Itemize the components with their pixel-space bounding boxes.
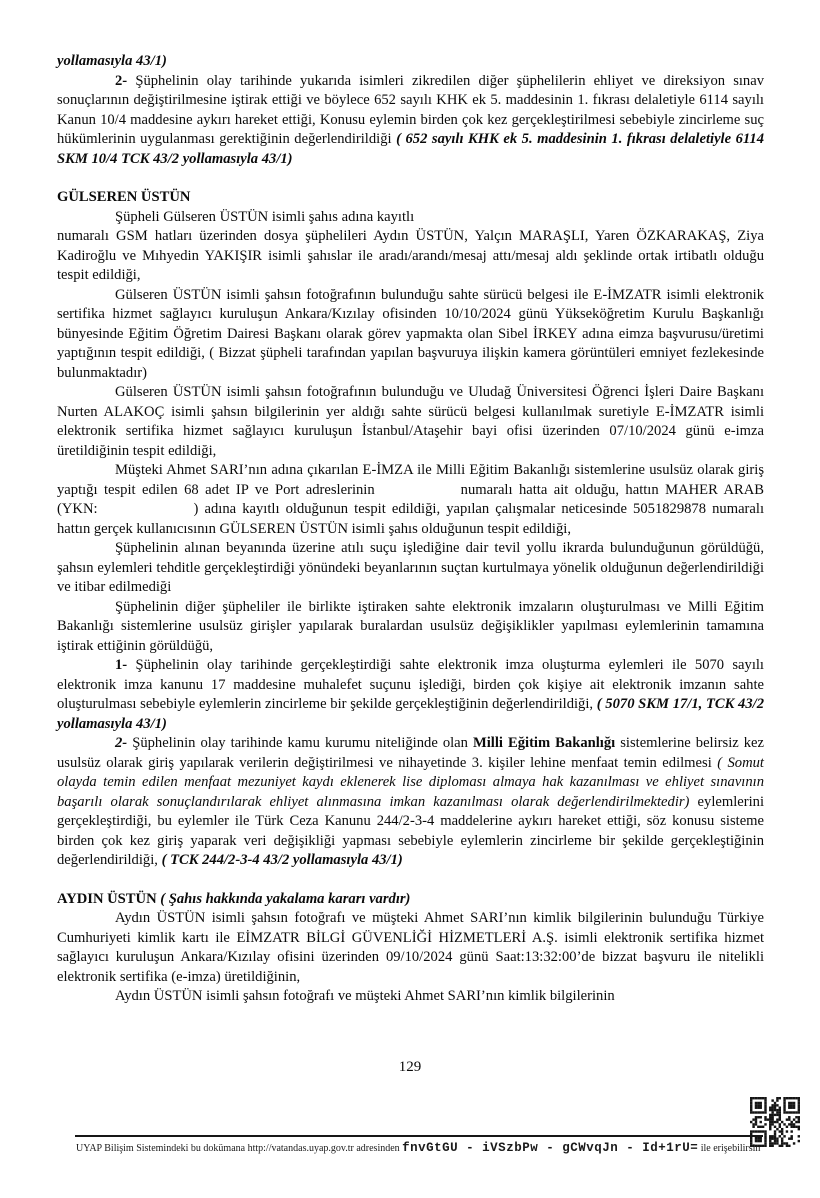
paragraph-aydin-last-line — [57, 987, 764, 1007]
body-text: Şüphelinin olay tarihinde yukarıda isimleri zikredilen diğer şüphelilerin ehliyet ve direksiyon sınav sonuçlarının değiştirilmesine iştirak ettiği ve böylece 652 sayılı KHK ek 5. maddesinin 1. fıkrası delaletiyle 6114 sayılı Kanun 10/4 maddesine aykırı hareket ettiği, Konusu eylemin birden çok kez gerçekleştirilmesi sebebiyle zincirleme suç hükümlerinin uygulanması gerektiğinin değerlendirildiği — [57, 72, 764, 147]
body-text: numaralı GSM hatları üzerinden dosya şüphelileri Aydın ÜSTÜN, Yalçın MARAŞLI, Yaren ÖZKARAKAŞ, Ziya Kadiroğlu ve Mıhyedin YAKIŞIR isimli şahıslar ile aradı/arandı/mesaj attı/mesaj aldı şeklinde ortak irtibatlı olduğu tespit edildiği, — [57, 228, 764, 283]
body-text: Şüphelinin alınan beyanında üzerine atılı suçu işlediğine dair tevil yollu ikrarda bulunduğunun görüldüğü, şahsın eylemleri tehditle gerçekleştirdiği yönündeki beyanlarının suçtan kurtulmaya yönelik olduğunun değerlendirildiği ve itibar edilmediği — [57, 540, 764, 595]
paragraph-aydin-eimzatr — [57, 909, 764, 987]
page-number: 129 — [398, 1059, 422, 1075]
body-text: Şüpheli Gülseren ÜSTÜN isimli şahıs adına kayıtlı — [115, 208, 415, 225]
paragraph-beyan-tevil — [57, 539, 764, 598]
bold-italic-text: yollamasıyla 43/1) — [57, 53, 167, 69]
paragraph-yollamasiyla-tail — [57, 52, 764, 72]
item-number: 1- — [115, 657, 128, 673]
body-text: Müşteki Ahmet SARI’nın adına çıkarılan E-İMZA ile Milli Eğitim Bakanlığı sistemlerine usulsüz olarak giriş yaptığı tespit edilen 68 adet IP ve Port adreslerinin — [57, 462, 764, 498]
footer-divider — [75, 1135, 763, 1137]
paragraph-istirak — [57, 598, 764, 657]
body-text: Aydın ÜSTÜN isimli şahsın fotoğrafı ve müşteki Ahmet SARI’nın kimlik bilgilerinin bulunduğu Türkiye Cumhuriyeti kimlik kartı ile EİMZATR BİLGİ GÜVENLİĞİ HİZMETLERİ A.Ş. isimli elektronik sertifika hizmet sağlayıcı kuruluşun Ankara/Kızılay ofisini üzerinden 09/10/2024 günü Saat:13:32:00’de bizzat başvuru ile nitelikli elektronik sertifika (e-imza) üretildiğinin, — [57, 910, 764, 985]
paragraph-gsm-contacts — [57, 227, 764, 286]
statute-citation: ( 5070 SKM 17/1, TCK 43/2 yollamasıyla 43/1) — [57, 696, 764, 732]
item-number: 2- — [115, 72, 128, 89]
statute-citation: ( 652 sayılı KHK ek 5. maddesinin 1. fıkrası delaletiyle 6114 SKM 10/4 TCK 43/2 yollamasıyla 43/1) — [57, 131, 764, 167]
paragraph-uludag-atasehir — [57, 383, 764, 461]
body-text: Gülseren ÜSTÜN isimli şahsın fotoğrafının bulunduğu sahte sürücü belgesi ile E-İMZATR isimli elektronik sertifika hizmet sağlayıcı kuruluşun Ankara/Kızılay ofisinden 10/10/2024 günü Yükseköğretim Kurulu Başkanlığı bünyesinde Eğitim Öğretim Dairesi Başkanı olarak görev yapmakta olan Sibel İRKEY adına eimza başvurusu/üretimi yaptığının tespit edildiği, ( Bizzat şüpheli tarafından yapılan başvuruya ilişkin kamera görüntüleri emniyet fezlekesinde bulunmaktadır) — [57, 286, 764, 381]
footer-access-code: fnvGtGU - iVSzbPw - gCWvqJn - Id+1rU= — [402, 1141, 699, 1155]
paragraph-musteki-ip-port — [57, 461, 764, 539]
italic-annotation: ( Somut olayda temin edilen menfaat mezuniyet kaydı eklenerek lise diploması almaya hak kazanılması ve ehliyet sınavının başarılı olarak sonuçlandırılarak ehliyet alınmasına imkan kazanılması olarak değerlendirilmektedir) — [57, 754, 764, 810]
body-text: numaralı hatta ait olduğu, hattın MAHER ARAB (YKN: — [57, 481, 764, 517]
heading-gulseren-ustun: GÜLSEREN ÜSTÜN — [57, 189, 191, 205]
statute-citation: ( TCK 244/2-3-4 43/2 yollamasıyla 43/1) — [161, 852, 403, 868]
body-text: Şüphelinin olay tarihinde gerçekleştirdiği sahte elektronik imza oluşturma eylemleri ile 5070 sayılı elektronik imza kanunu 17 maddesine muhalefet suçunu işlediği, birden çok kişiye ait elektronik imzanın sahte oluşturulması sebebiyle eylemlerin zincirleme bir şekilde gerçekleştiğinin değerlendirildiği, — [57, 657, 764, 712]
footer — [76, 1141, 816, 1155]
paragraph-count-2-khk — [57, 72, 764, 170]
body-text: Gülseren ÜSTÜN isimli şahsın fotoğrafının bulunduğu ve Uludağ Üniversitesi Öğrenci İşleri Daire Başkanı Nurten ALAKOÇ isimli şahsın bilgilerinin yer aldığı sahte sürücü belgesi kullanılmak suretiyle E-İMZATR isimli elektronik sertifika hizmet sağlayıcı kuruluşun İstanbul/Ataşehir bayi ofisi üzerinden 07/10/2024 günü e-imza üretildiğinin tespit edildiği, — [57, 384, 764, 459]
footer-prefix-text: UYAP Bilişim Sistemindeki bu dokümana http://vatandas.uyap.gov.tr adresinden — [76, 1143, 400, 1154]
qr-code — [750, 1097, 800, 1147]
heading-note: ( Şahıs hakkında yakalama kararı vardır) — [160, 890, 411, 907]
footer-suffix-text: ile erişebilirsin — [700, 1143, 761, 1154]
paragraph-eimzatr-kizilay — [57, 286, 764, 384]
bold-text: Milli Eğitim Bakanlığı — [472, 735, 616, 751]
body-text: Aydın ÜSTÜN isimli şahsın fotoğrafı ve müşteki Ahmet SARI’nın kimlik bilgilerinin — [115, 988, 615, 1004]
body-text: Şüphelinin diğer şüpheliler ile birlikte iştiraken sahte elektronik imzaların oluşturulması ve Milli Eğitim Bakanlığı sistemlerine usulsüz girişler yapılarak buralardan usulsüz değişiklikler yapılması eylemlerinin tamamına iştirak ettiğinin görüldüğü, — [57, 598, 764, 654]
body-text: ) adına kayıtlı olduğunun tespit edildiği, yapılan çalışmalar neticesinde 5051829878 numaralı hattın gerçek kullanıcısının GÜLSEREN ÜSTÜN isimli şahıs olduğunun tespit edildiği, — [57, 501, 764, 537]
body-text: eylemlerini gerçekleştirdiği, bu eylemler ile Türk Ceza Kanunu 244/2-3-4 maddelerine aykırı hareket ettiği, söz konusu sisteme birden çok kez giriş yaparak veri değişikliği yapması sebebiyle eylemlerin zincirleme bir şekilde gerçekleştiğinin değerlendirildiği, — [57, 793, 764, 868]
body-text: sistemlerine belirsiz kez usulsüz olarak giriş yapılarak verilerin değiştirilmesi ve nihayetinde 3. kişiler lehine menfaat temin edilmesi — [57, 735, 765, 771]
document-body — [57, 52, 764, 1007]
heading-aydin-ustun — [57, 890, 764, 910]
paragraph-count-2-tck244 — [57, 734, 764, 871]
heading-name: AYDIN ÜSTÜN — [57, 890, 161, 907]
body-text: Şüphelinin olay tarihinde kamu kurumu niteliğinde olan — [127, 735, 473, 751]
paragraph-gsm-redacted-line — [57, 208, 764, 228]
paragraph-count-1-5070 — [57, 656, 764, 734]
item-number: 2- — [115, 735, 128, 751]
